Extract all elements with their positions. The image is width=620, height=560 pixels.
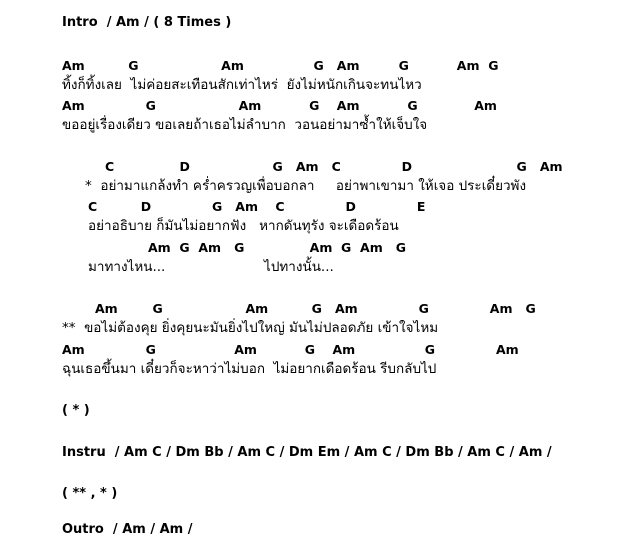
verse1-chords-2: Am G Am G Am G Am — [62, 98, 497, 113]
bridge-lyric-1: ** ขอไม่ต้องคุย ยิ่งคุยนะมันยิ่งไปใหญ่ มันไม่ปลอดภัย เข้าใจไหม — [62, 320, 439, 336]
chorus-chords-3: Am G Am G Am G Am G — [148, 240, 407, 255]
bridge-chords-1: Am G Am G Am G Am G — [95, 301, 536, 316]
repeat-chorus-marker: ( * ) — [62, 403, 90, 418]
chorus-lyric-1: * อย่ามาแกล้งทำ คร่ำครวญเพื่อบอกลา อย่าพาเขามา ให้เจอ ประเดี๋ยวพัง — [85, 178, 527, 194]
outro-line: Outro / Am / Am / — [62, 522, 193, 537]
chorus-lyric-3: มาทางไหน... ไปทางนั้น... — [88, 259, 334, 275]
bridge-lyric-2: ฉุนเธอขึ้นมา เดี๋ยวก็จะหาว่าไม่บอก ไม่อยากเดือดร้อน รีบกลับไป — [62, 361, 437, 377]
chorus-lyric-2: อย่าอธิบาย ก็มันไม่อยากฟัง หากดันทุรัง จะเดือดร้อน — [88, 218, 399, 234]
verse1-chords-1: Am G Am G Am G Am G — [62, 58, 499, 73]
repeat-bridge-chorus-marker: ( ** , * ) — [62, 486, 118, 501]
chorus-chords-2: C D G Am C D E — [88, 199, 426, 214]
intro-line: Intro / Am / ( 8 Times ) — [62, 15, 232, 30]
instrumental-line: Instru / Am C / Dm Bb / Am C / Dm Em / Am C / Dm Bb / Am C / Am / — [62, 445, 552, 460]
verse1-lyric-2: ขออยู่เรื่องเดียว ขอเลยถ้าเธอไม่ลำบาก วอนอย่ามาซ้ำให้เจ็บใจ — [62, 117, 428, 133]
chorus-chords-1: C D G Am C D G Am — [105, 159, 563, 174]
verse1-lyric-1: ทิ้งก็ทิ้งเลย ไม่ค่อยสะเทือนสักเท่าไหร่ ยังไม่หนักเกินจะทนไหว — [62, 77, 422, 93]
bridge-chords-2: Am G Am G Am G Am — [62, 342, 519, 357]
